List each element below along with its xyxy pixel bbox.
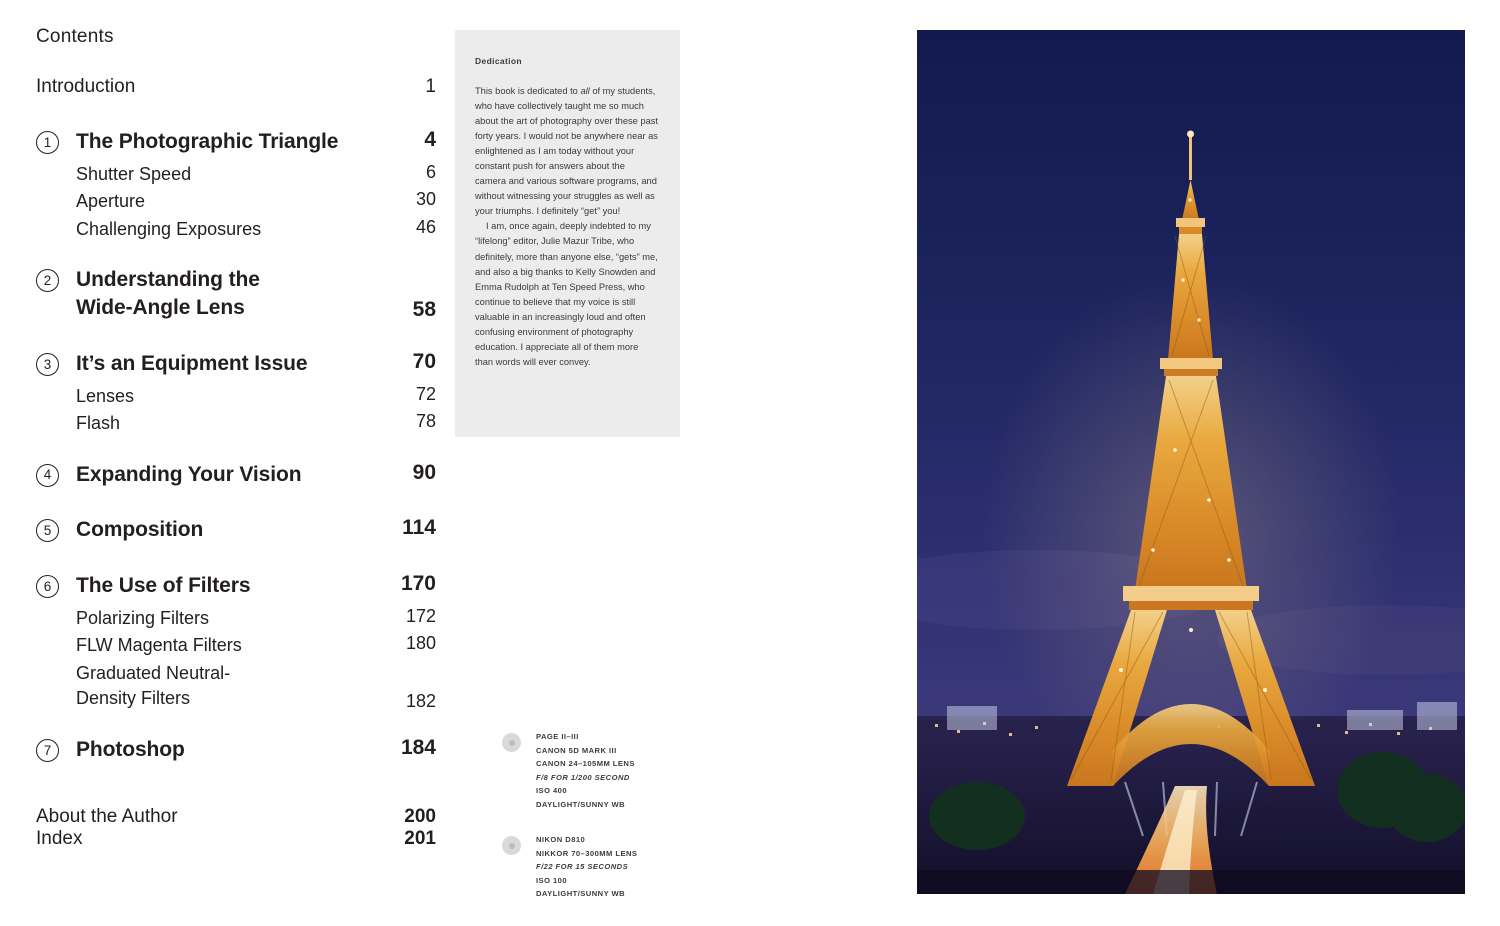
toc-row-chapter-1[interactable] [36,128,436,156]
toc-row-chapter-6[interactable] [36,572,436,600]
spacer [36,606,76,609]
toc-label: Flash [76,413,121,434]
toc-row-chapter-7[interactable] [36,736,436,764]
toc-page-number: 4 [424,128,436,151]
caption-line: PAGE II–III [536,732,579,741]
toc-label: Expanding Your Vision [76,462,302,486]
spacer [36,550,436,572]
circle-number-icon: 4 [36,464,59,487]
toc-label: Index [36,827,83,849]
toc-page-number: 182 [405,690,436,711]
toc-row-graduated-nd-filters[interactable] [36,661,436,712]
chapter-number [36,128,76,154]
toc-row-chapter-4[interactable] [36,461,436,489]
dedication-p1-part-b: of my students, who have collectively taught me so much about the art of photography over these past forty years. I would not be anywhere near as enlightened as I am today without your constant push for answers about the camera and various software programs, and without witnessing your struggles as well as your triumphs. I definitely “get” you! [475,86,658,217]
spacer [36,633,76,636]
eiffel-tower-illustration [917,30,1465,894]
spacer [36,661,76,664]
toc-page-number: 1 [425,76,436,97]
toc-label: Shutter Speed [76,163,192,184]
toc-label: The Photographic Triangle [76,130,339,153]
spacer [36,384,76,387]
toc-page-number: 184 [400,735,436,759]
toc-row-chapter-5[interactable] [36,516,436,544]
circle-number-icon: 6 [36,575,59,598]
toc-label: Challenging Exposures [76,218,262,239]
caption-line: ISO 100 [536,875,568,885]
circle-number-icon: 1 [36,131,59,154]
chapter-number [36,266,76,292]
page-title: Contents [36,26,114,47]
camera-dot-icon [502,836,521,855]
spacer [36,770,436,806]
dedication-paragraph-1 [475,84,658,219]
toc-page-number: 201 [404,827,436,849]
toc-label: Introduction [36,76,136,97]
toc-page-number: 6 [425,161,436,182]
chapter-number [36,461,76,487]
toc-page-number: 180 [405,633,436,654]
spacer [36,244,436,266]
spacer [36,714,436,736]
toc-row-introduction[interactable] [36,76,436,98]
toc-label [76,266,380,321]
chapter-number [36,350,76,376]
toc-label: The Use of Filters [76,574,251,598]
eiffel-tower-photo [917,30,1465,894]
toc-row-about-the-author[interactable] [36,806,436,828]
caption-block-2 [502,833,732,901]
caption-line: NIKON D810 [536,835,586,845]
toc-label: About the Author [36,805,178,827]
circle-number-icon: 7 [36,739,59,762]
toc-label-line-2: Wide-Angle Lens [76,296,245,320]
photo-credit-captions [502,730,732,923]
chapter-number [36,516,76,542]
caption-line: NIKKOR 70–300MM LENS [536,848,638,858]
toc-page-number: 170 [400,572,436,596]
toc-label: Aperture [76,191,146,212]
dedication-emphasis: all [580,86,590,96]
toc-page-number: 72 [415,383,436,404]
toc-label: Photoshop [76,737,185,761]
spacer [36,411,76,414]
toc-page-number: 200 [404,805,436,827]
chapter-number [36,572,76,598]
toc-row-chapter-3[interactable] [36,350,436,378]
toc-label [76,661,380,712]
circle-number-icon: 5 [36,519,59,542]
table-of-contents [36,26,436,850]
toc-page-number: 30 [415,189,436,210]
toc-page-number: 78 [415,411,436,432]
toc-label-line-1: Understanding the [76,268,260,292]
toc-row-challenging-exposures[interactable] [36,217,436,243]
toc-page-number: 90 [412,460,436,484]
spacer [36,162,76,165]
circle-number-icon: 2 [36,269,59,292]
caption-line: CANON 5D MARK III [536,745,617,755]
dedication-paragraph-2: I am, once again, deeply indebted to my “lifelong” editor, Julie Mazur Tribe, who definitely, more than anyone else, “gets” me, and also a big thanks to Kelly Snowden and Emma Rudolph at Ten Speed Press, who continue to believe that my voice is still valuable in an increasingly loud and often confusing environment of photography education. I appreciate all of them more than words will ever convey. [475,221,658,367]
toc-label-line-2: Density Filters [76,688,191,709]
toc-row-shutter-speed[interactable] [36,162,436,188]
toc-label: It’s an Equipment Issue [76,351,308,375]
toc-row-polarizing-filters[interactable] [36,606,436,632]
toc-page-number: 70 [412,349,436,373]
toc-row-index[interactable] [36,828,436,850]
toc-row-flash[interactable] [36,411,436,437]
toc-page-number: 46 [415,216,436,237]
toc-page-number: 114 [402,516,436,540]
caption-line: DAYLIGHT/SUNNY WB [536,889,626,899]
toc-label: Polarizing Filters [76,607,210,628]
caption-block-1 [502,730,732,811]
toc-row-aperture[interactable] [36,189,436,215]
caption-line: F/22 FOR 15 SECONDS [536,862,629,872]
dedication-box [455,30,680,437]
toc-label: Composition [76,518,204,542]
spacer [36,328,436,350]
caption-line: CANON 24–105MM LENS [536,759,635,769]
circle-number-icon: 3 [36,353,59,376]
toc-label: FLW Magenta Filters [76,635,242,656]
toc-page-number: 172 [405,605,436,626]
camera-dot-icon [502,733,521,752]
toc-label-line-1: Graduated Neutral- [76,662,231,683]
caption-line: ISO 400 [536,786,568,796]
spacer [36,217,76,220]
spacer [36,494,436,516]
dedication-heading: Dedication [475,56,522,66]
caption-line: F/8 FOR 1/200 SECOND [536,772,630,782]
toc-page-number: 58 [412,297,436,321]
chapter-number [36,736,76,762]
spacer [36,189,76,192]
toc-row-lenses[interactable] [36,384,436,410]
toc-label: Lenses [76,385,135,406]
caption-line: DAYLIGHT/SUNNY WB [536,799,626,809]
toc-row-flw-magenta-filters[interactable] [36,633,436,659]
dedication-p1-part-a: This book is dedicated to [475,86,581,96]
toc-row-chapter-2[interactable] [36,266,436,321]
spacer [36,439,436,461]
